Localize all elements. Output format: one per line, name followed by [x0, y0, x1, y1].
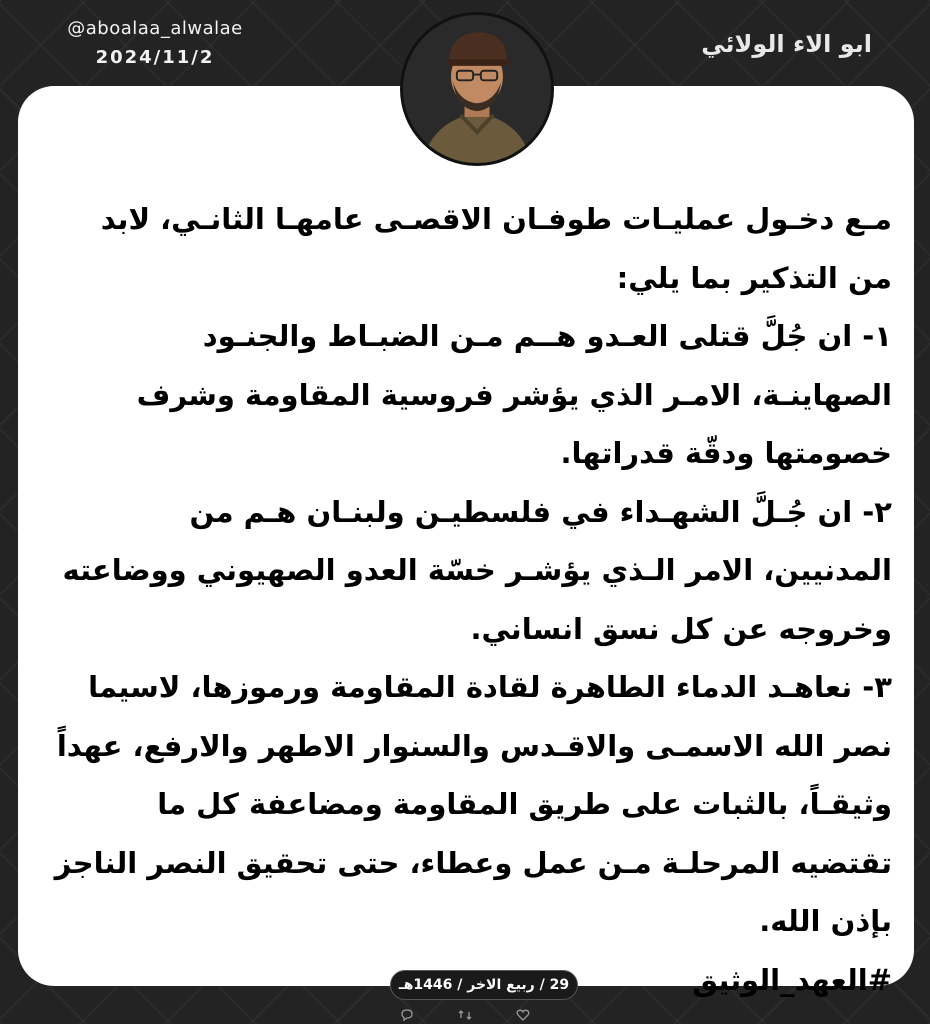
post-paragraph-1: ١- ان جُلَّ قتلى العـدو هــم مـن الضبـاط والجنـود الصهاينـة، الامـر الذي يؤشر فروسية المقاومة وشرف خصومتها ودقّة قدراتها.: [136, 319, 892, 470]
like-icon[interactable]: [516, 1008, 530, 1022]
post-date: 2024/11/2: [95, 47, 215, 68]
post-hashtag[interactable]: #العهد_الوثيق: [692, 962, 892, 997]
account-handle[interactable]: @aboalaa_alwalae: [67, 18, 243, 39]
post-paragraph-2: ٢- ان جُـلَّ الشهـداء في فلسطيـن ولبنـان هـم من المدنيين، الامر الـذي يؤشـر خسّة العدو الصهيوني ووضاعته وخروجه عن كل نسق انساني.: [62, 494, 892, 646]
avatar[interactable]: [400, 12, 554, 166]
retweet-icon[interactable]: [458, 1008, 472, 1022]
reply-icon[interactable]: [400, 1008, 414, 1022]
post-body: [54, 190, 892, 1009]
post-paragraph-3: ٣- نعاهـد الدماء الطاهرة لقادة المقاومة ورموزها، لاسيما نصر الله الاسمـى والاقـدس والسنوار الاطهر والارفع، عهداً وثيقـاً، بالثبات على طريق المقاومة ومضاعفة كل ما تقتضيه المرحلـة مـن عمل وعطاء، حتى تحقيق النصر الناجز بإذن الله.: [54, 670, 892, 938]
author-name[interactable]: ابو الاء الولائي: [701, 30, 872, 58]
avatar-photo-icon: [403, 15, 551, 163]
post-paragraph-intro: مـع دخـول عمليـات طوفـان الاقصـى عامهـا الثانـي، لابد من التذكير بما يلي:: [100, 202, 892, 295]
hijri-date-badge: 29 / ربيع الاخر / 1446هـ: [390, 970, 578, 1000]
post-actions: [400, 1006, 530, 1024]
